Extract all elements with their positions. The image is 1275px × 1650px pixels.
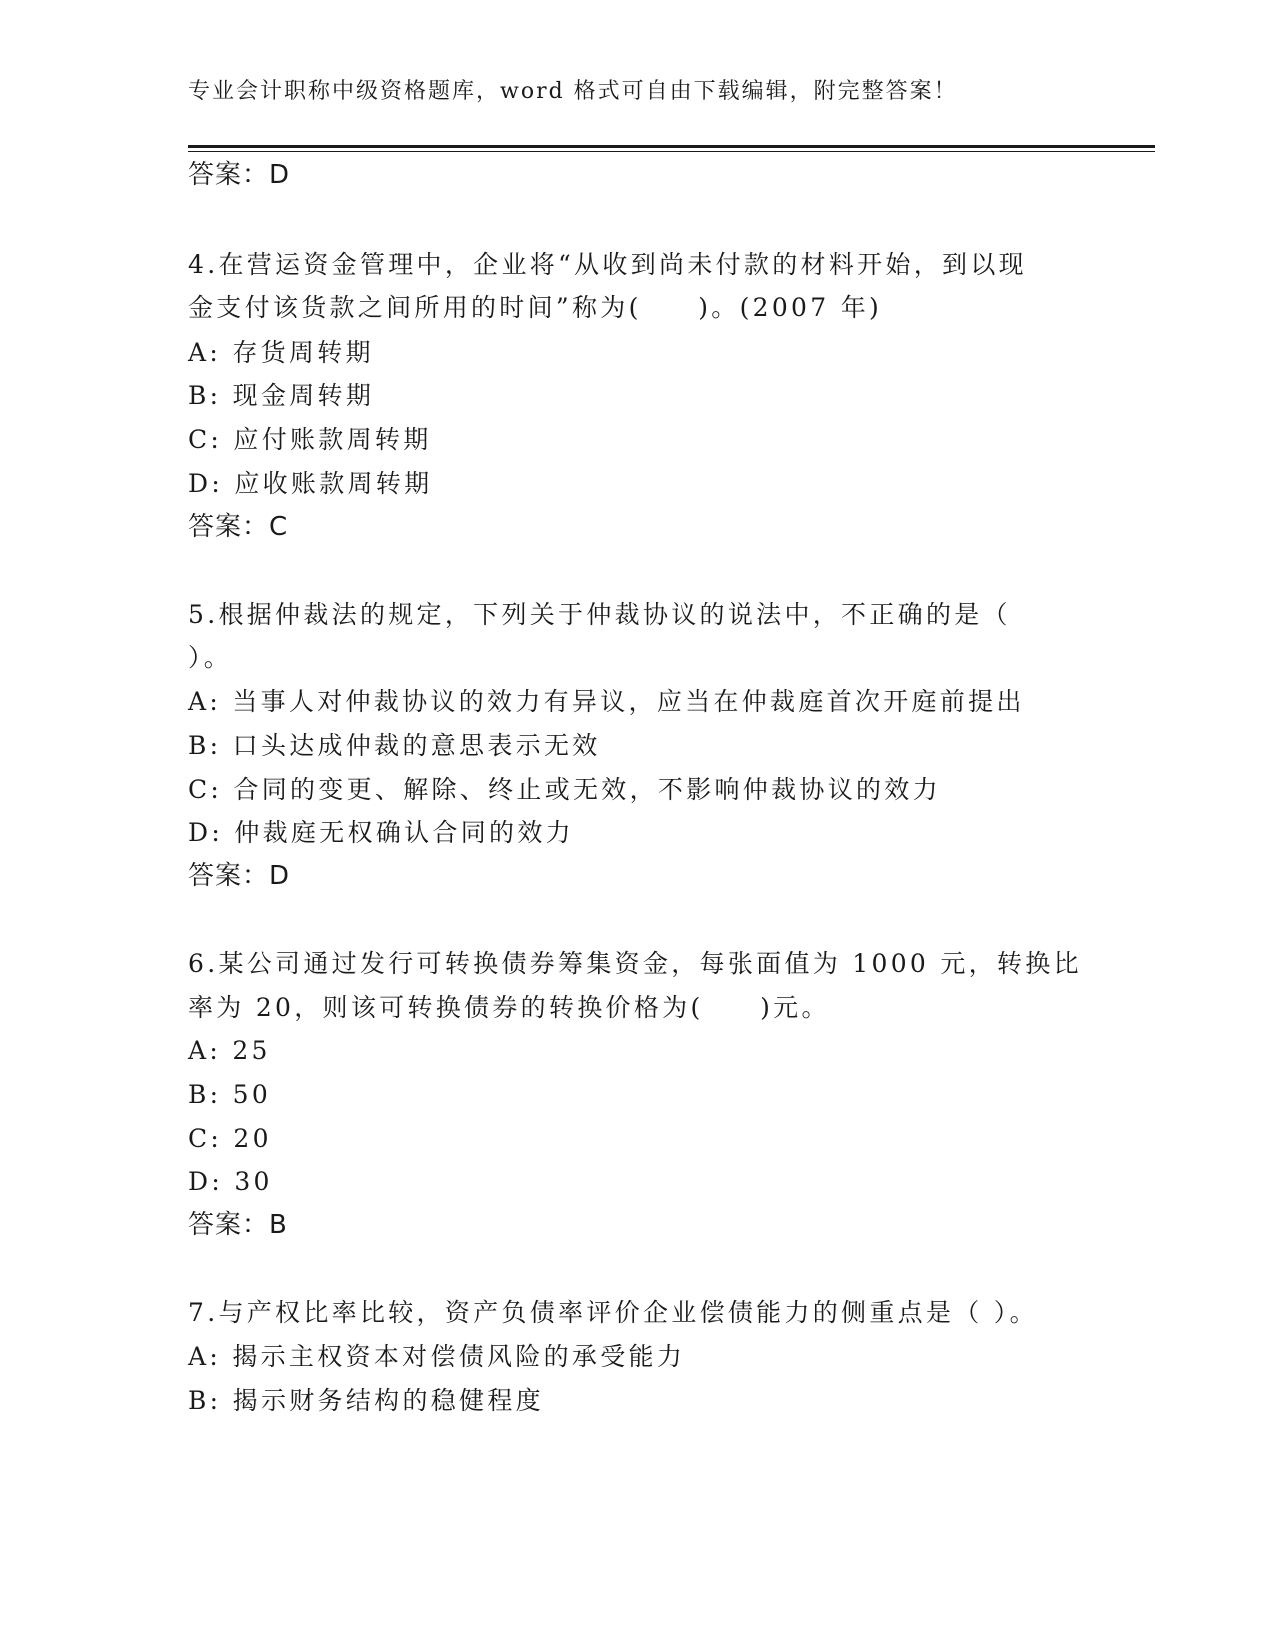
q5-answer: 答案：D bbox=[188, 861, 291, 891]
q7-option-b: B: 揭示财务结构的稳健程度 bbox=[188, 1386, 544, 1415]
q6-stem-line-1: 6.某公司通过发行可转换债券筹集资金，每张面值为 1000 元，转换比 bbox=[188, 949, 1082, 978]
header-rule-thick bbox=[188, 145, 1155, 148]
q4-option-b: B: 现金周转期 bbox=[188, 381, 375, 410]
header-rule-thin bbox=[188, 151, 1155, 152]
q5-stem-line-1: 5.根据仲裁法的规定，下列关于仲裁协议的说法中，不正确的是（ bbox=[188, 600, 1011, 629]
answer-prev: 答案：D bbox=[188, 160, 291, 190]
q5-option-a: A: 当事人对仲裁协议的效力有异议，应当在仲裁庭首次开庭前提出 bbox=[188, 687, 1025, 716]
q4-answer: 答案：C bbox=[188, 512, 289, 542]
q6-stem-line-2: 率为 20，则该可转换债券的转换价格为( )元。 bbox=[188, 993, 830, 1022]
q4-stem-line-2: 金支付该货款之间所用的时间”称为( )。(2007 年) bbox=[188, 293, 883, 322]
q5-option-d: D: 仲裁庭无权确认合同的效力 bbox=[188, 818, 574, 847]
q5-option-b: B: 口头达成仲裁的意思表示无效 bbox=[188, 731, 601, 760]
q4-option-c: C: 应付账款周转期 bbox=[188, 425, 432, 454]
q6-option-b: B: 50 bbox=[188, 1080, 272, 1109]
page-header: 专业会计职称中级资格题库，word 格式可自由下载编辑，附完整答案！ bbox=[188, 79, 958, 104]
q4-option-a: A: 存货周转期 bbox=[188, 338, 374, 367]
q7-option-a: A: 揭示主权资本对偿债风险的承受能力 bbox=[188, 1342, 686, 1371]
q4-option-d: D: 应收账款周转期 bbox=[188, 469, 433, 498]
q4-stem-line-1: 4.在营运资金管理中，企业将“从收到尚未付款的材料开始，到以现 bbox=[188, 250, 1027, 279]
q7-stem-line-1: 7.与产权比率比较，资产负债率评价企业偿债能力的侧重点是（ ）。 bbox=[188, 1298, 1038, 1327]
q5-stem-line-2: ）。 bbox=[188, 643, 233, 672]
q6-option-d: D: 30 bbox=[188, 1167, 273, 1196]
q6-option-c: C: 20 bbox=[188, 1124, 272, 1153]
q6-answer: 答案：B bbox=[188, 1210, 288, 1240]
q6-option-a: A: 25 bbox=[188, 1036, 271, 1065]
q5-option-c: C: 合同的变更、解除、终止或无效，不影响仲裁协议的效力 bbox=[188, 775, 941, 804]
